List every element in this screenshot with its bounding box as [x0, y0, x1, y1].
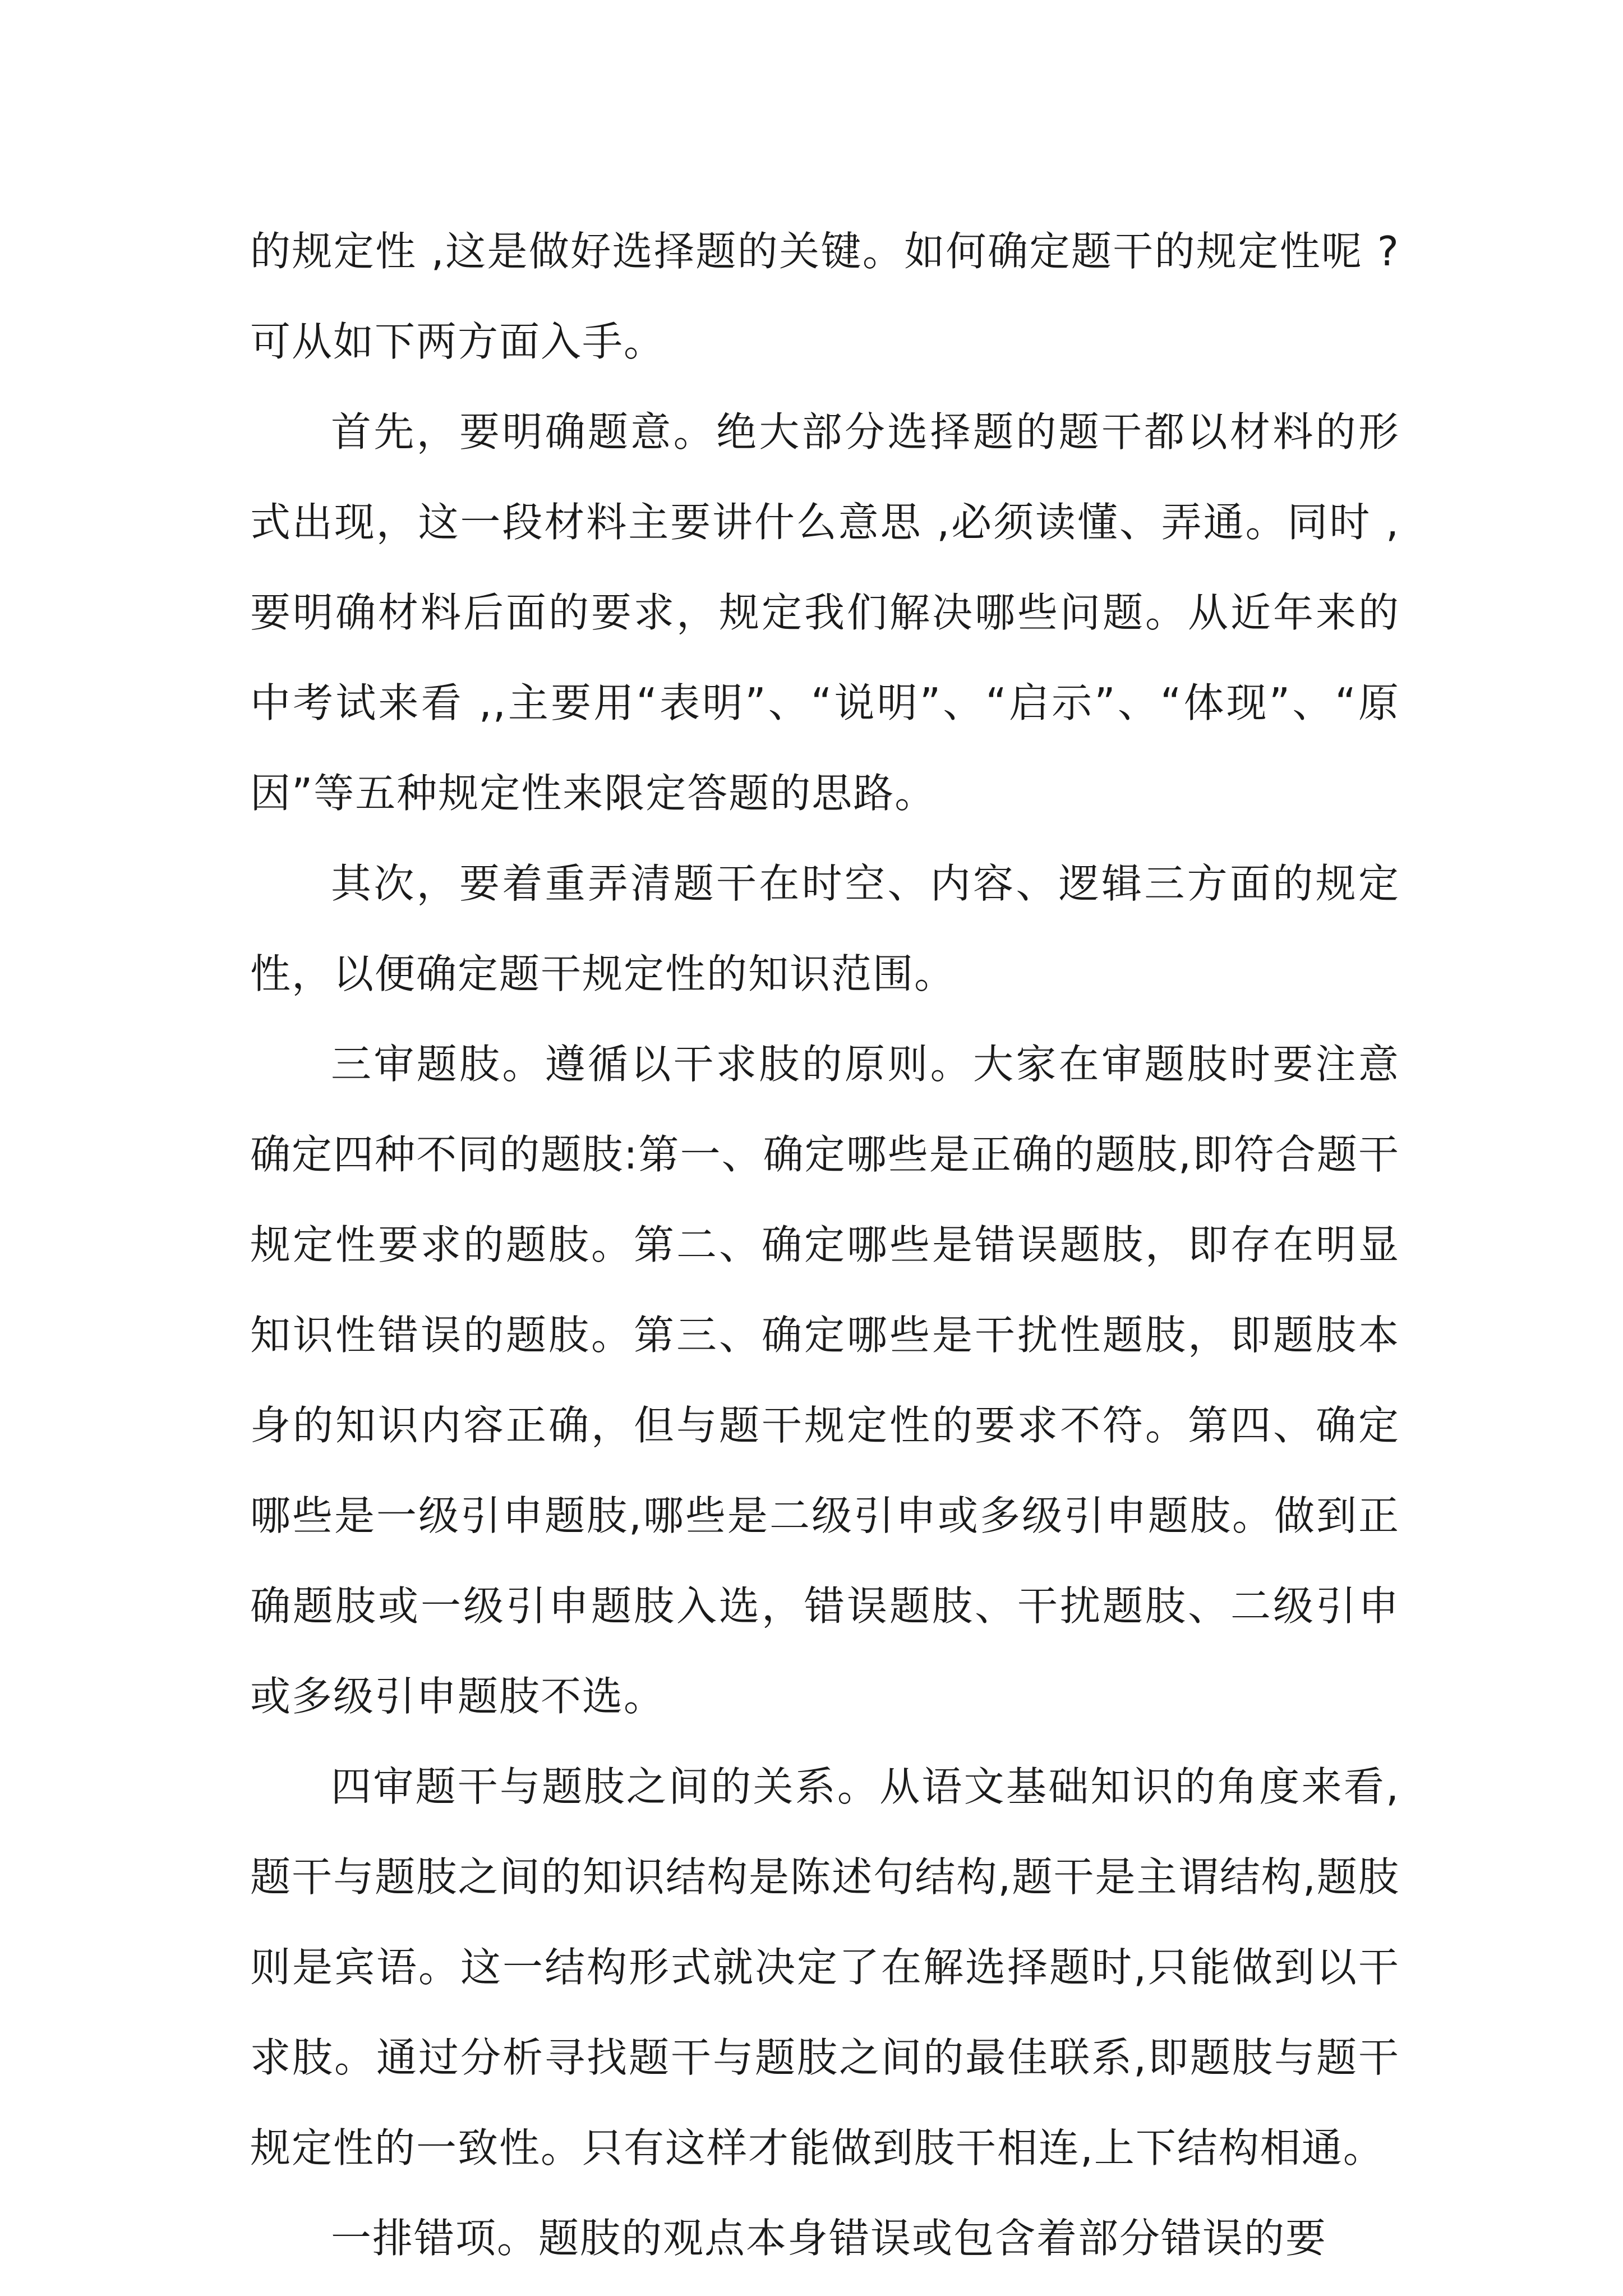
paragraph-1: 的规定性 ,这是做好选择题的关键。如何确定题干的规定性呢 ?可从如下两方面入手。 [250, 228, 1400, 365]
paragraph-2: 首先，要明确题意。绝大部分选择题的题干都以材料的形式出现，这一段材料主要讲什么意思 ,必须读懂、弄通。同时 ,要明确材料后面的要求，规定我们解决哪些问题。从近年来的中考试来看 ,,主要用“表明”、“说明”、“启示”、“体现”、“原因”等五种规定性来限定答题的思路。 [250, 408, 1400, 817]
paragraph-5: 四审题干与题肢之间的关系。从语文基础知识的角度来看,题干与题肢之间的知识结构是陈述句结构,题干是主谓结构,题肢则是宾语。这一结构形式就决定了在解选择题时,只能做到以干求肢。通过分析寻找题干与题肢之间的最佳联系,即题肢与题干规定性的一致性。只有这样才能做到肢干相连,上下结构相通。 [250, 1763, 1400, 2171]
paragraph-3: 其次，要着重弄清题干在时空、内容、逻辑三方面的规定性，以便确定题干规定性的知识范围。 [250, 860, 1400, 997]
paragraph-6: 一排错项。题肢的观点本身错误或包含着部分错误的要 [331, 2215, 1327, 2262]
paragraph-4: 三审题肢。遵循以干求肢的原则。大家在审题肢时要注意确定四种不同的题肢:第一、确定哪些是正确的题肢,即符合题干规定性要求的题肢。第二、确定哪些是错误题肢，即存在明显知识性错误的题肢。第三、确定哪些是干扰性题肢，即题肢本身的知识内容正确，但与题干规定性的要求不符。第四、确定哪些是一级引申题肢,哪些是二级引申或多级引申题肢。做到正确题肢或一级引申题肢入选，错误题肢、干扰题肢、二级引申或多级引申题肢不选。 [250, 1041, 1400, 1720]
document-body [250, 206, 1400, 2284]
